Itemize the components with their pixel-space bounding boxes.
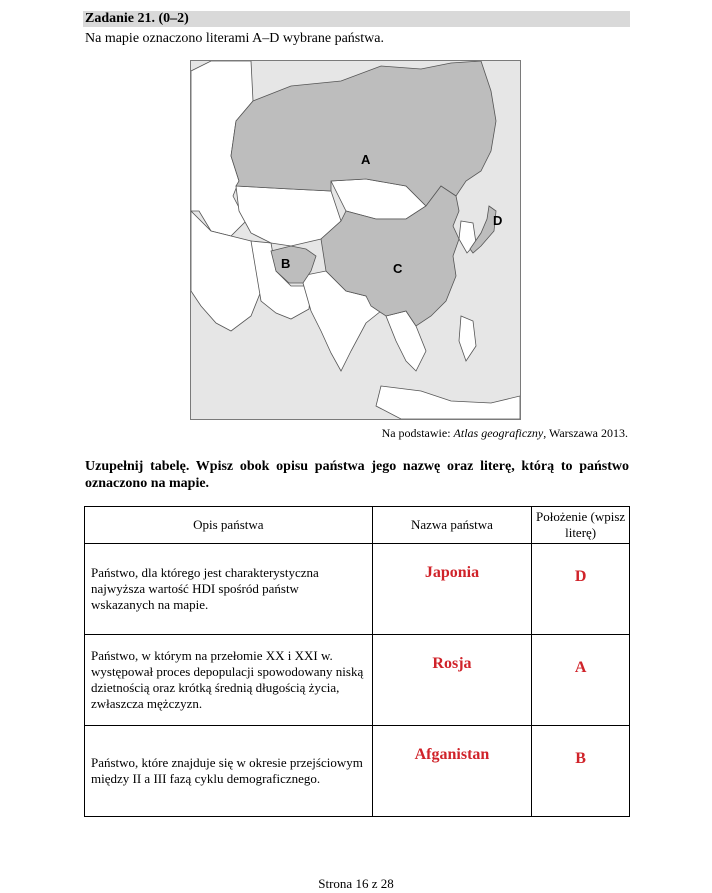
answer-table [84,506,630,817]
map-label-c: C [393,261,403,276]
row-description: Państwo, dla którego jest charakterystyczna najwyższa wartość HDI spośród państw wskazanych na mapie. [85,544,373,635]
row-description: Państwo, które znajduje się w okresie przejściowym między II a III fazą cyklu demograficznego. [85,726,373,817]
row-letter-cell[interactable] [532,544,630,635]
row-name-cell[interactable] [372,635,532,726]
row-name-cell[interactable] [372,726,532,817]
answer-letter: A [574,659,587,676]
map-label-a: A [361,152,371,167]
row-letter-cell[interactable] [532,726,630,817]
map-source [382,426,628,440]
page-number: Strona 16 z 28 [318,876,394,891]
answer-letter: D [574,568,587,585]
source-prefix: Na podstawie: [381,426,454,440]
map-label-d: D [493,213,503,228]
land-indonesia [376,386,520,419]
map-of-asia [190,60,521,420]
map-label-b: B [281,256,291,271]
task-intro: Na mapie oznaczono literami A–D wybrane państwa. [85,31,384,46]
source-suffix: , Warszawa 2013. [543,426,628,440]
header-description: Opis państwa [85,507,373,544]
task-instruction: Uzupełnij tabelę. Wpisz obok opisu państwa jego nazwę oraz literę, którą to państwo oznaczono na mapie. [85,459,629,491]
header-name: Nazwa państwa [372,507,532,544]
land-philippines [459,316,476,361]
answer-name: Japonia [424,564,480,581]
row-name-cell[interactable] [372,544,532,635]
table-row [85,635,630,726]
answer-name: Afganistan [414,746,490,763]
answer-name: Rosja [432,655,472,672]
header-position: Położenie (wpisz literę) [532,507,630,544]
row-description: Państwo, w którym na przełomie XX i XXI w. występował proces depopulacji spowodowany niską dzietnością oraz krótką średnią długością życia, zwłaszcza mężczyzn. [85,635,373,726]
source-title: Atlas geograficzny [453,426,544,440]
table-row [85,726,630,817]
task-header: Zadanie 21. (0–2) [83,11,630,27]
map-svg [191,61,520,419]
answer-letter: B [575,750,586,767]
table-row [85,544,630,635]
table-header-row [85,507,630,544]
row-letter-cell[interactable] [532,635,630,726]
